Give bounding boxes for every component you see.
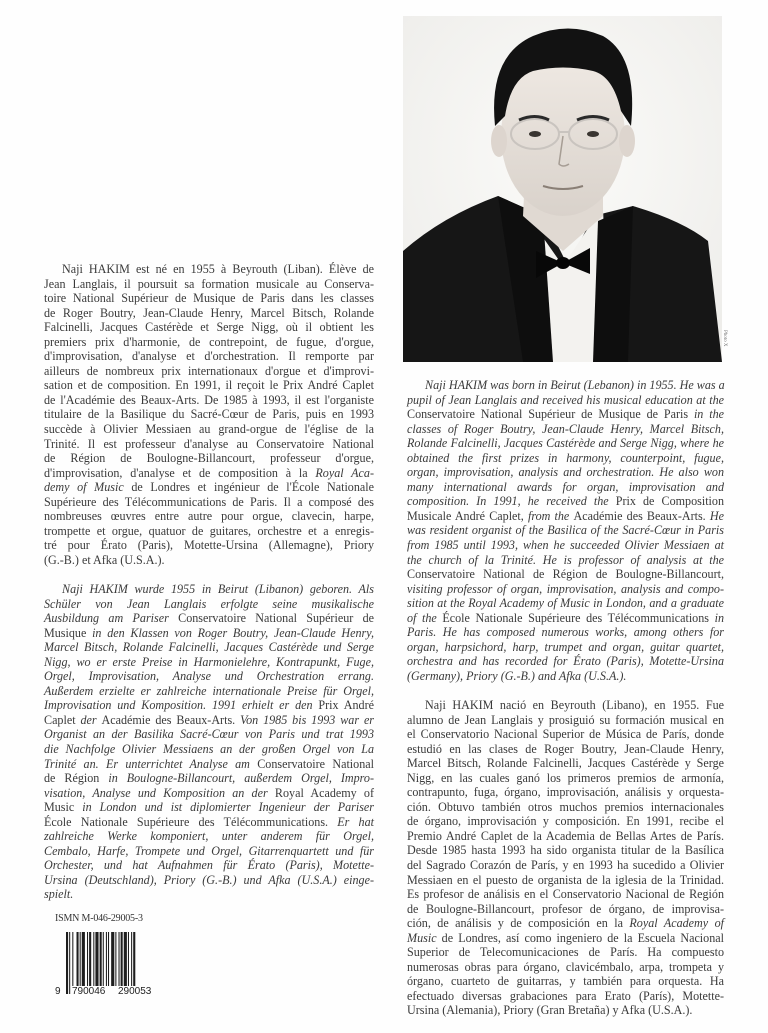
text-run: efectuado diversas grabaciones para Erato (París), Motette- [407, 988, 724, 1003]
text-line [407, 989, 724, 1004]
text-line [44, 626, 374, 641]
italic-text: Er hat [337, 814, 374, 829]
text-line [407, 407, 724, 422]
bio-spanish [407, 698, 724, 1018]
text-run: del Sagrado Corazón de París, y en 1993 ha sucedido a Olivier [407, 858, 724, 872]
barcode-bar [100, 932, 102, 986]
text-run: premiers prix d'harmonie, de contrepoint, de fugue, d'orgue, [44, 334, 374, 349]
barcode-bar [93, 932, 94, 986]
italic-text: Schüler von Jean Langlais erfolgte seine musikalische [44, 596, 374, 611]
barcode-bar [66, 932, 68, 994]
barcode-bar [69, 932, 70, 994]
text-line [407, 422, 724, 437]
text-line [407, 771, 724, 786]
text-line [44, 306, 374, 321]
text-line [407, 538, 724, 553]
barcode-bar [95, 932, 98, 986]
barcode-bar [89, 932, 91, 986]
italic-text: Nigg, wo er erste Preise in Harmonielehre, Kontrapunkt, Fuge, [44, 654, 374, 669]
text-run: sation et de composition. En 1991, il reçoit le Prix André Caplet [44, 378, 374, 393]
text-run: Conservatoire National Supérieur de [178, 611, 374, 626]
barcode-bar [121, 932, 123, 986]
text-run: d'improvisation, d'analyse et d'orchestration. Il remporte par [44, 349, 374, 364]
text-line [44, 597, 374, 612]
text-run: (G.-B.) et Afka (U.S.A.). [44, 552, 165, 567]
barcode-group-1: 790046 [72, 986, 106, 997]
italic-text: Ausbildung am Pariser [44, 611, 179, 626]
text-line [44, 698, 374, 713]
text-line [44, 582, 374, 597]
text-line [407, 625, 724, 640]
barcode-bar [82, 932, 85, 986]
text-line [44, 655, 374, 670]
text-line [407, 451, 724, 466]
barcode-bar [106, 932, 107, 986]
text-line [44, 422, 374, 437]
text-run: Royal Academy of [274, 785, 375, 800]
right-column [407, 378, 724, 1033]
barcode-lead-digit: 9 [55, 986, 61, 997]
text-line [407, 436, 724, 451]
italic-text: Naji HAKIM was born in Beirut (Lebanon) in 1955. He was a [425, 378, 725, 392]
text-line [407, 742, 724, 757]
italic-text: the church of la Trinité. He is professor of analysis at the [407, 552, 724, 567]
text-line [407, 553, 724, 568]
text-run: tré pour Érato (Paris), Motette-Ursina (Allemagne), Priory [44, 538, 374, 553]
text-run: ción, de análisis y de composición en la [407, 916, 630, 931]
italic-text: in London und ist diplomierter Ingenieur der Pariser [82, 800, 374, 815]
text-run: Desde 1985 hasta 1993 ha sido organista titular de la Basílica [407, 843, 724, 858]
text-line [44, 771, 374, 786]
barcode-group-2: 290053 [118, 986, 152, 997]
italic-text: organ, improvisation, analysis and orchestration. He also won [407, 465, 724, 480]
text-line [44, 320, 374, 335]
text-line [407, 698, 724, 713]
text-run: Caplet [44, 712, 81, 727]
text-line [407, 596, 724, 611]
text-line [407, 465, 724, 480]
italic-text: zahlreiche Werke komponiert, unter anderem für Orgel, [44, 829, 374, 844]
text-run: órgano, cuarteto de guitarras, y también para orquesta. Ha [407, 974, 724, 989]
text-line [44, 742, 374, 757]
text-run: Ursina (Alemania), Priory (Gran Bretaña) y Afka (U.S.A.). [407, 1003, 693, 1018]
text-line [44, 684, 374, 699]
text-run: Conservatoire National Supérieur de Musique de Paris [407, 407, 694, 422]
barcode-bar [128, 932, 129, 986]
italic-text: many international awards for organ, improvisation and [407, 479, 724, 494]
text-line [407, 858, 724, 873]
italic-text: Improvisation und Komposition. 1991 erhielt er den [44, 698, 319, 713]
portrait-illustration [403, 16, 722, 362]
italic-text: (Germany), Priory (G.-B.) and Afka (U.S.A.). [407, 668, 627, 683]
text-line [44, 553, 374, 568]
italic-text: Naji HAKIM wurde 1955 in Beirut (Libanon) geboren. Als [62, 581, 374, 596]
text-line [44, 364, 374, 379]
italic-text: from the [527, 508, 574, 523]
italic-text: He [709, 508, 724, 523]
text-line [407, 873, 724, 888]
barcode-bar [111, 932, 114, 986]
text-run: d'improvisation, d'analyse et de composition à la [44, 465, 316, 480]
text-line [44, 538, 374, 553]
text-line [407, 960, 724, 975]
text-line [407, 814, 724, 829]
text-run: Premio André Caplet de la Academia de Bellas Artes de París. [407, 828, 724, 843]
text-line [407, 756, 724, 771]
italic-text: visiting professor of organ, improvisation, analysis and compo- [407, 581, 724, 596]
text-run: de Londres, así como ingeniero de la Escuela Nacional [436, 930, 724, 945]
italic-text: der [80, 712, 102, 727]
text-run: Naji HAKIM nació en Beyrouth (Libano), en 1955. Fue [425, 697, 724, 712]
text-line [407, 654, 724, 669]
text-line [407, 945, 724, 960]
italic-text: spielt. [44, 887, 74, 902]
text-run: Falcinelli, Jacques Castérède et Serge Nigg, où il obtient les [44, 320, 374, 335]
text-run: nombreuses œuvres entre autre pour orgue, clavecin, harpe, [44, 509, 374, 524]
barcode-bar [80, 932, 81, 986]
barcode-bar [72, 932, 73, 986]
left-column [44, 262, 374, 917]
text-run: Superior de Telecomunicaciones de París. Ha compuesto [407, 945, 724, 960]
text-line [407, 713, 724, 728]
italic-text: orchestra and has recorded for Érato (Paris), Motette-Ursina [407, 654, 724, 669]
italic-text: of the [407, 610, 443, 625]
text-line [44, 887, 374, 902]
text-run: ción. Obtuvo también otros muchos premios internacionales [407, 799, 724, 814]
text-line [44, 451, 374, 466]
italic-text: Von 1985 bis 1993 war er [240, 712, 375, 727]
text-run: Nigg, en las cuales ganó los primeros premios de armonía, [407, 770, 724, 785]
text-line [44, 277, 374, 292]
text-line [407, 902, 724, 917]
barcode-bar [133, 932, 135, 994]
bio-german [44, 582, 374, 902]
text-line [407, 916, 724, 931]
text-run: contrapunto, fuga, órgano, improvisación, análisis y orquesta- [407, 785, 724, 800]
bio-english [407, 378, 724, 683]
text-line [44, 480, 374, 495]
text-run: ailleurs de nombreux prix internationaux d'orgue et d'improvi- [44, 363, 374, 378]
text-line [44, 437, 374, 452]
italic-text: Ursina (Deutschland), Priory (G.-B.) und Afka (U.S.A.) einge- [44, 872, 374, 887]
text-line [44, 713, 374, 728]
italic-text: Royal Aca- [315, 465, 375, 480]
barcode-bar [115, 932, 116, 986]
barcode-bar [77, 932, 79, 986]
italic-text: organ, harpsichord, harp, trumpet and organ, guitar quartet, [407, 639, 724, 654]
text-run: Académie des Beaux-Arts. [101, 712, 241, 727]
text-line [44, 757, 374, 772]
text-line [407, 582, 724, 597]
text-line [44, 291, 374, 306]
italic-text: Außerdem erzielte er zahlreiche internationale Preise für Orgel, [44, 683, 374, 698]
text-run: Prix André [318, 698, 374, 713]
text-line [407, 829, 724, 844]
text-line [407, 887, 724, 902]
text-run: de l'Académie des Beaux-Arts. De 1985 à 1993, il est l'organiste [44, 392, 374, 407]
text-run: titulaire de la Basilique du Sacré-Cœur de Paris, puis en 1993 [44, 407, 374, 422]
text-line [44, 349, 374, 364]
barcode-bar [131, 932, 132, 994]
italic-text: demy of Music [44, 480, 124, 495]
text-line [44, 509, 374, 524]
text-line [44, 800, 374, 815]
italic-text: in [714, 610, 724, 625]
text-line [44, 786, 374, 801]
text-run: de Roger Boutry, Jean-Claude Henry, Marcel Bitsch, Rolande [44, 305, 374, 320]
text-line [407, 800, 724, 815]
italic-text: obtained the first prizes in harmony, counterpoint, fugue, [407, 450, 724, 465]
text-line [44, 393, 374, 408]
text-line [407, 727, 724, 742]
ismn-number: ISMN M-046-29005-3 [55, 913, 143, 924]
barcode-bar [87, 932, 88, 986]
text-line [407, 494, 724, 509]
text-run: de Boulogne-Billancourt, profesor de órgano, de improvisa- [407, 901, 724, 916]
text-run: Trinité. Il est professeur d'analyse au Conservatoire National [44, 436, 374, 451]
barcode-bar [124, 932, 127, 986]
text-run: Music [44, 800, 83, 815]
italic-text: Rolande Falcinelli, Jacques Castérède and Serge Nigg, where he [407, 436, 724, 451]
text-run: École Nationale Supérieure des Télécommunications [442, 610, 715, 625]
text-line [44, 844, 374, 859]
text-run: de Région de Boulogne-Billancourt, professeur d'orgue, [44, 451, 374, 466]
text-run: Conservatoire National de Région de Boulogne-Billancourt, [407, 567, 724, 582]
text-line [44, 524, 374, 539]
text-line [407, 640, 724, 655]
italic-text: in the [693, 407, 724, 422]
text-line [44, 611, 374, 626]
italic-text: Orgel, Improvisation, Analyse und Orchestration errang. [44, 669, 374, 684]
italic-text: Organist an der Basilika Sacré-Cœur von Paris und trat 1993 [44, 727, 374, 742]
text-run: Musique [44, 625, 93, 640]
text-run: trompette et orgue, quatuor de guitares, orchestre et a enregis- [44, 523, 374, 538]
text-line [44, 262, 374, 277]
text-line [44, 873, 374, 888]
italic-text: Music [407, 930, 437, 945]
italic-text: Paris. He has composed numerous works, among others for [407, 625, 724, 640]
italic-text: classes of Roger Boutry, Jean-Claude Henry, Marcel Bitsch, [407, 421, 724, 436]
italic-text: Orchester, und hat Aufnahmen für Érato (Paris), Motette- [44, 858, 374, 873]
bio-french [44, 262, 374, 567]
text-run: Messiaen en el puesto de organista de la iglesia de la Trinidad. [407, 872, 724, 887]
photo-credit: Photo X [722, 330, 727, 347]
text-line [44, 407, 374, 422]
italic-text: die Nachfolge Olivier Messiaens an der großen Orgel von La [44, 742, 374, 756]
text-line [407, 931, 724, 946]
text-line [407, 567, 724, 582]
text-run: alumno de Jean Langlais y prosiguió su formación musical en [407, 712, 724, 727]
portrait-photo [403, 16, 722, 362]
text-run: Es profesor de análisis en el Conservatorio Nacional de Región [407, 887, 724, 902]
italic-text: sition at the Royal Academy of Music in London, and a graduate [407, 596, 724, 611]
text-line [407, 393, 724, 408]
text-line [407, 523, 724, 538]
text-line [44, 466, 374, 481]
text-line [407, 509, 724, 524]
text-run: Supérieure des Télécommunications de Paris. Il a composé des [44, 494, 374, 509]
barcode-bar [108, 932, 109, 986]
italic-text: was resident organist of the Basilica of the Sacré-Cœur in Paris [407, 523, 724, 538]
text-line [44, 727, 374, 742]
text-line [44, 829, 374, 844]
text-line [44, 378, 374, 393]
text-run: Prix de Composition [615, 494, 725, 509]
text-line [407, 480, 724, 495]
text-run: estudió en las clases de Roger Boutry, Jean-Claude Henry, [407, 741, 724, 756]
text-line [44, 669, 374, 684]
italic-text: pupil of Jean Langlais and received his musical education at the [407, 392, 724, 407]
text-run: Académie des Beaux-Arts. [573, 508, 710, 523]
text-run: succède à Olivier Messiaen au grand-orgue de l'église de la [44, 422, 374, 437]
text-run: Naji HAKIM est né en 1955 à Beyrouth (Liban). Élève de [62, 262, 374, 276]
italic-text: Cembalo, Harfe, Trompete und Orgel, Gitarrenquartett und für [44, 843, 374, 858]
text-run: el Conservatorio Nacional Superior de Música de París, donde [407, 727, 724, 742]
italic-text: Royal Academy of [629, 916, 724, 931]
text-line [407, 669, 724, 684]
text-line [44, 495, 374, 510]
text-line [44, 335, 374, 350]
text-line [407, 843, 724, 858]
text-run: toire National Supérieur de Musique de Paris dans les classes [44, 291, 374, 306]
text-line [44, 815, 374, 830]
text-line [407, 1003, 724, 1018]
text-line [407, 785, 724, 800]
italic-text: visation, Analyse und Komposition an der [44, 785, 275, 800]
barcode-bar [103, 932, 104, 994]
text-run: de Région [44, 771, 109, 786]
italic-text: composition. In 1991, he received the [407, 494, 616, 509]
italic-text: Trinité an. Er unterrichtet Analyse am [44, 756, 258, 771]
text-run: Musicale André Caplet, [407, 508, 528, 523]
text-run: Jean Langlais, il poursuit sa formation musicale au Conserva- [44, 276, 374, 291]
text-run: numerosas obras para órgano, clavicémbalo, arpa, trompeta y [407, 959, 724, 974]
text-line [407, 378, 724, 393]
text-run: Conservatoire National [257, 756, 374, 771]
italic-text: in den Klassen von Roger Boutry, Jean-Claude Henry, [92, 625, 374, 640]
text-run: École Nationale Supérieure des Télécommunications. [44, 814, 338, 829]
text-line [407, 974, 724, 989]
italic-text: in Boulogne-Billancourt, außerdem Orgel, Impro- [108, 771, 374, 786]
text-run: Marcel Bitsch, Rolande Falcinelli, Jacques Castérède y Serge [407, 756, 724, 771]
barcode-bar [119, 932, 120, 986]
text-run: de Londres et ingénieur de l'École Nationale [123, 480, 374, 495]
text-line [44, 640, 374, 655]
italic-text: Marcel Bitsch, Rolande Falcinelli, Jacques Castérède und Serge [44, 640, 374, 655]
text-line [407, 611, 724, 626]
text-run: de órgano, improvisación y composición. En 1991, recibe el [407, 814, 724, 829]
italic-text: from 1985 until 1993, when he succeeded Olivier Messiaen at [407, 538, 724, 553]
text-line [44, 858, 374, 873]
